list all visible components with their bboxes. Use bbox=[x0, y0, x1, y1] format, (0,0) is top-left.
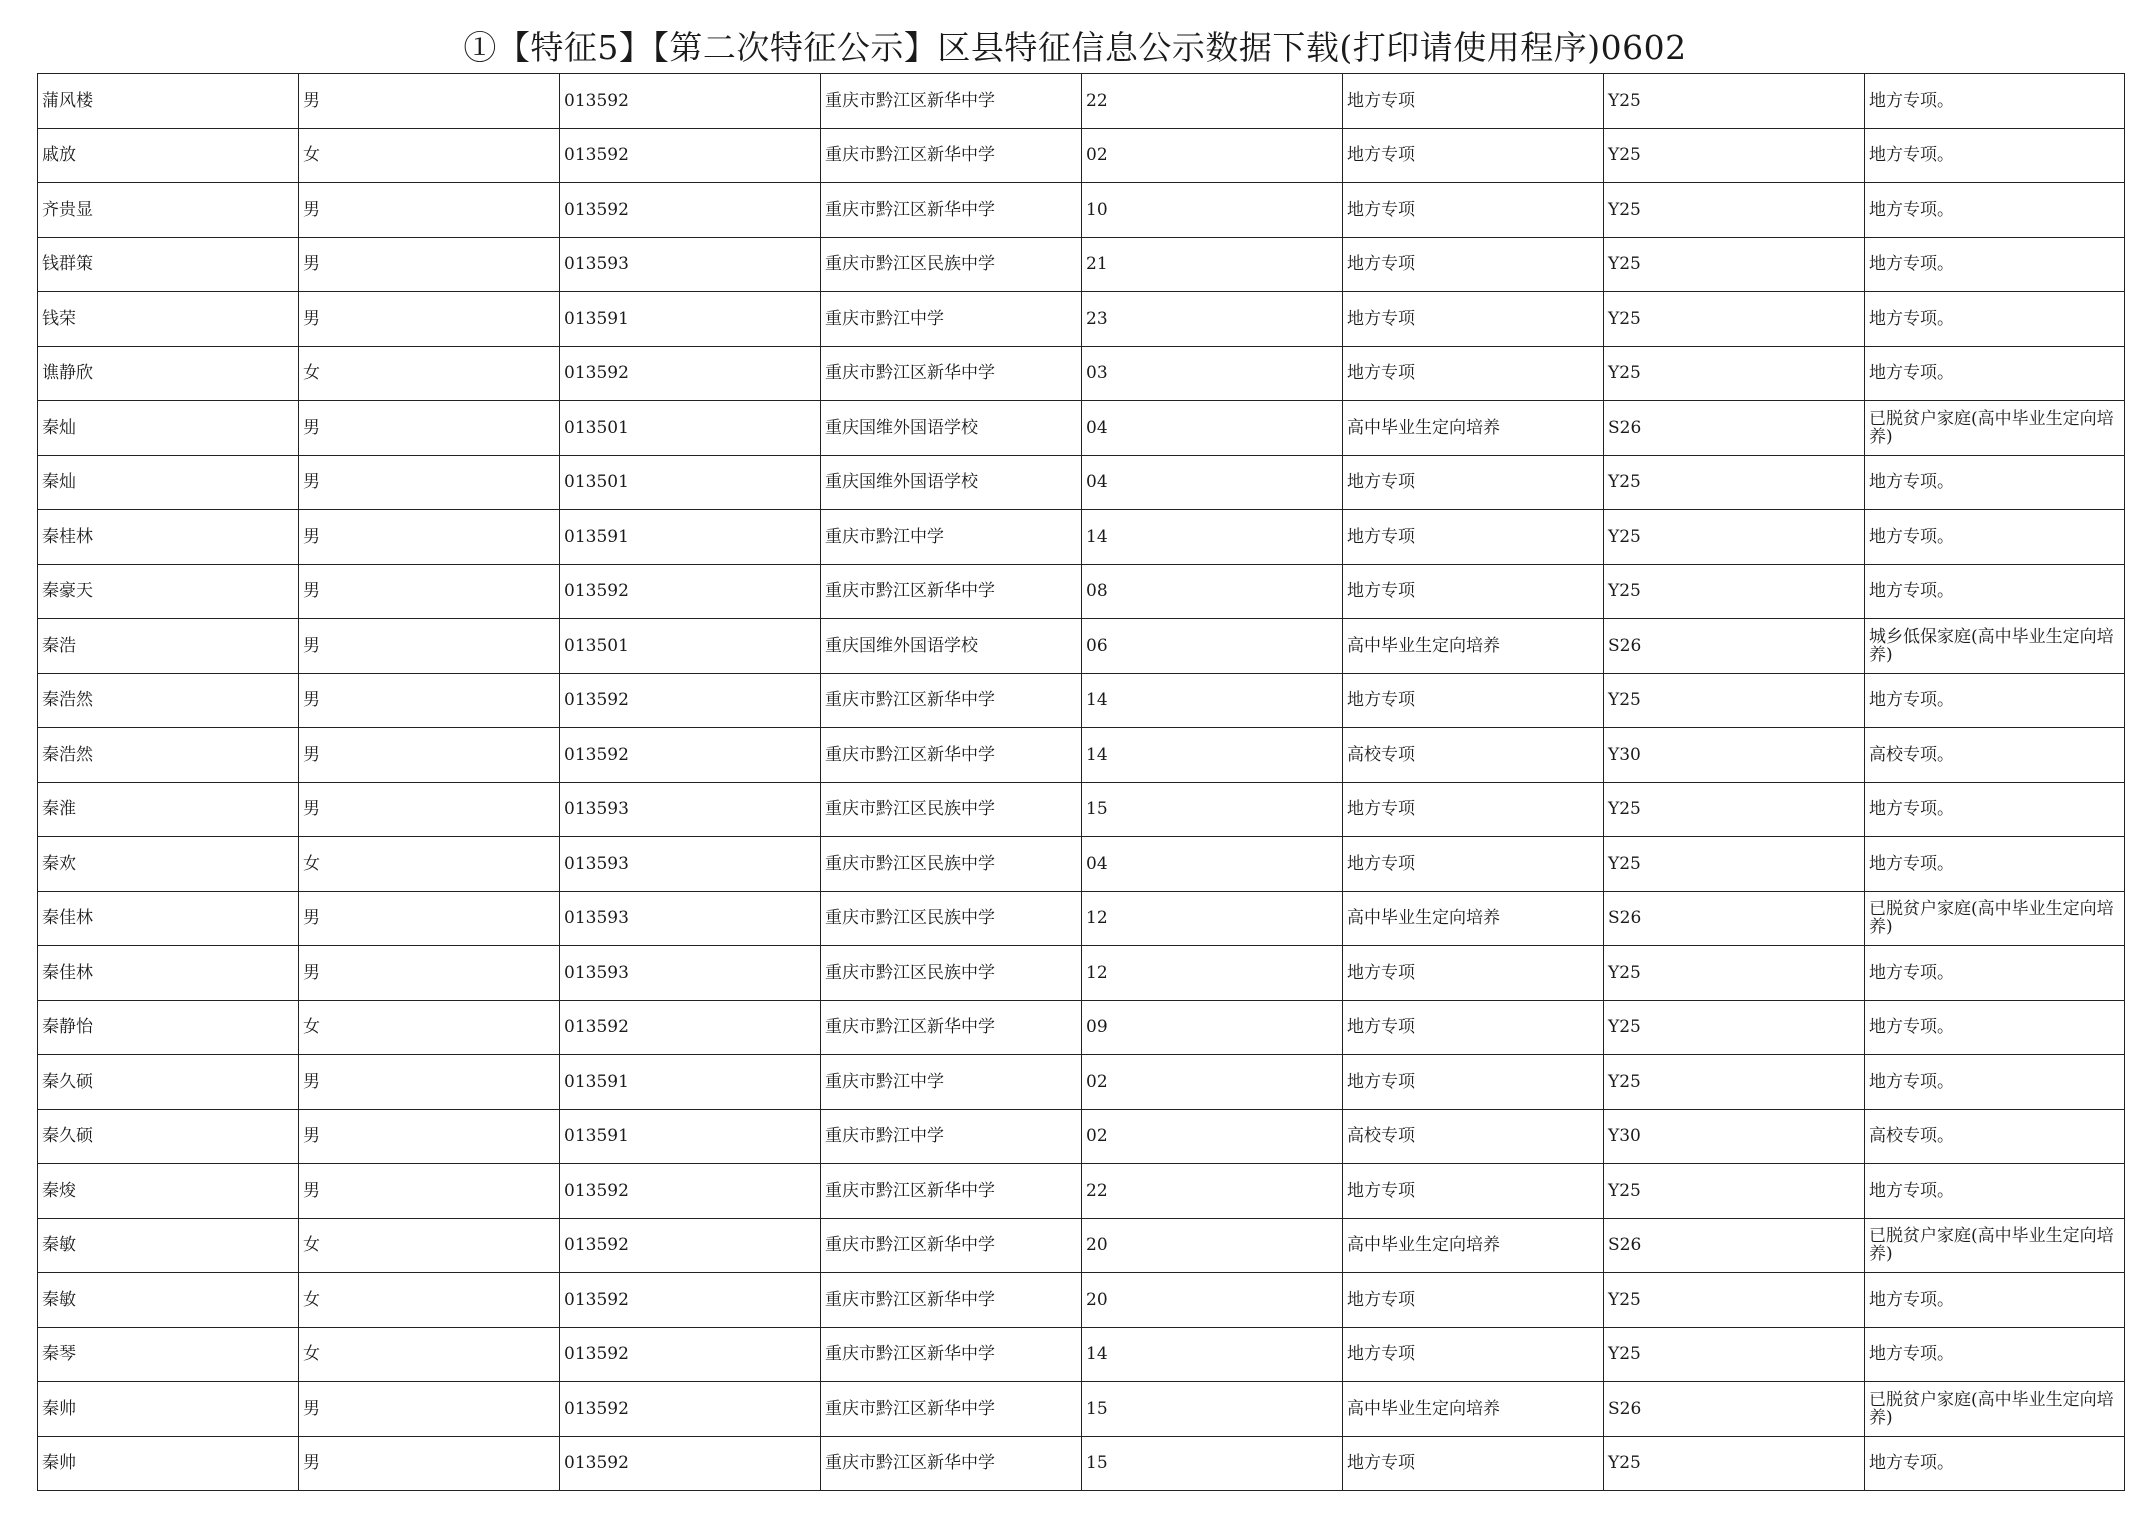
gender-cell: 男 bbox=[299, 455, 560, 510]
class-cell: 02 bbox=[1082, 128, 1343, 183]
remark-cell: 地方专项。 bbox=[1865, 1273, 2125, 1328]
table-row bbox=[38, 891, 2125, 946]
gender-cell: 男 bbox=[299, 564, 560, 619]
code-cell: Y25 bbox=[1604, 1436, 1865, 1491]
name-cell: 秦浩然 bbox=[38, 673, 299, 728]
name-cell: 钱荣 bbox=[38, 292, 299, 347]
school-name-cell: 重庆市黔江区新华中学 bbox=[821, 346, 1082, 401]
school-name-cell: 重庆市黔江区新华中学 bbox=[821, 1000, 1082, 1055]
class-cell: 15 bbox=[1082, 1382, 1343, 1437]
code-cell: S26 bbox=[1604, 619, 1865, 674]
school-name-cell: 重庆市黔江区新华中学 bbox=[821, 1436, 1082, 1491]
category-cell: 地方专项 bbox=[1343, 564, 1604, 619]
table-row bbox=[38, 128, 2125, 183]
school-code-cell: 013592 bbox=[560, 728, 821, 783]
table-row bbox=[38, 837, 2125, 892]
school-name-cell: 重庆市黔江区新华中学 bbox=[821, 128, 1082, 183]
remark-cell: 地方专项。 bbox=[1865, 1164, 2125, 1219]
code-cell: Y25 bbox=[1604, 564, 1865, 619]
name-cell: 秦静怡 bbox=[38, 1000, 299, 1055]
school-name-cell: 重庆国维外国语学校 bbox=[821, 619, 1082, 674]
category-cell: 地方专项 bbox=[1343, 292, 1604, 347]
name-cell: 秦帅 bbox=[38, 1382, 299, 1437]
code-cell: Y25 bbox=[1604, 510, 1865, 565]
remark-cell: 地方专项。 bbox=[1865, 183, 2125, 238]
category-cell: 地方专项 bbox=[1343, 946, 1604, 1001]
school-code-cell: 013591 bbox=[560, 292, 821, 347]
name-cell: 蒲风楼 bbox=[38, 74, 299, 129]
table-row bbox=[38, 1273, 2125, 1328]
class-cell: 14 bbox=[1082, 673, 1343, 728]
table-row bbox=[38, 564, 2125, 619]
school-code-cell: 013591 bbox=[560, 1109, 821, 1164]
school-name-cell: 重庆市黔江区新华中学 bbox=[821, 1273, 1082, 1328]
gender-cell: 女 bbox=[299, 1218, 560, 1273]
category-cell: 地方专项 bbox=[1343, 1055, 1604, 1110]
class-cell: 04 bbox=[1082, 401, 1343, 456]
name-cell: 秦灿 bbox=[38, 455, 299, 510]
remark-cell: 已脱贫户家庭(高中毕业生定向培养) bbox=[1865, 1382, 2125, 1437]
remark-cell: 地方专项。 bbox=[1865, 1000, 2125, 1055]
school-code-cell: 013592 bbox=[560, 1000, 821, 1055]
school-code-cell: 013592 bbox=[560, 1164, 821, 1219]
code-cell: S26 bbox=[1604, 1218, 1865, 1273]
table-row bbox=[38, 1382, 2125, 1437]
remark-cell: 地方专项。 bbox=[1865, 346, 2125, 401]
table-body bbox=[38, 74, 2125, 1491]
gender-cell: 男 bbox=[299, 728, 560, 783]
school-code-cell: 013593 bbox=[560, 237, 821, 292]
table-row bbox=[38, 728, 2125, 783]
school-code-cell: 013592 bbox=[560, 346, 821, 401]
remark-cell: 地方专项。 bbox=[1865, 128, 2125, 183]
school-name-cell: 重庆市黔江区民族中学 bbox=[821, 946, 1082, 1001]
school-name-cell: 重庆市黔江区新华中学 bbox=[821, 74, 1082, 129]
code-cell: Y25 bbox=[1604, 782, 1865, 837]
remark-cell: 地方专项。 bbox=[1865, 74, 2125, 129]
school-code-cell: 013593 bbox=[560, 891, 821, 946]
school-code-cell: 013592 bbox=[560, 564, 821, 619]
gender-cell: 男 bbox=[299, 619, 560, 674]
category-cell: 高中毕业生定向培养 bbox=[1343, 401, 1604, 456]
code-cell: Y25 bbox=[1604, 292, 1865, 347]
table-row bbox=[38, 619, 2125, 674]
remark-cell: 地方专项。 bbox=[1865, 837, 2125, 892]
school-name-cell: 重庆国维外国语学校 bbox=[821, 455, 1082, 510]
remark-cell: 地方专项。 bbox=[1865, 455, 2125, 510]
remark-cell: 高校专项。 bbox=[1865, 728, 2125, 783]
gender-cell: 女 bbox=[299, 128, 560, 183]
class-cell: 10 bbox=[1082, 183, 1343, 238]
gender-cell: 男 bbox=[299, 292, 560, 347]
name-cell: 秦敏 bbox=[38, 1273, 299, 1328]
remark-cell: 地方专项。 bbox=[1865, 237, 2125, 292]
gender-cell: 男 bbox=[299, 891, 560, 946]
school-name-cell: 重庆市黔江区民族中学 bbox=[821, 837, 1082, 892]
category-cell: 地方专项 bbox=[1343, 510, 1604, 565]
gender-cell: 男 bbox=[299, 74, 560, 129]
category-cell: 地方专项 bbox=[1343, 782, 1604, 837]
remark-cell: 已脱贫户家庭(高中毕业生定向培养) bbox=[1865, 891, 2125, 946]
school-code-cell: 013501 bbox=[560, 619, 821, 674]
name-cell: 秦帅 bbox=[38, 1436, 299, 1491]
table-row bbox=[38, 1436, 2125, 1491]
school-name-cell: 重庆市黔江区新华中学 bbox=[821, 1218, 1082, 1273]
school-name-cell: 重庆市黔江区民族中学 bbox=[821, 782, 1082, 837]
remark-cell: 地方专项。 bbox=[1865, 946, 2125, 1001]
school-name-cell: 重庆市黔江区新华中学 bbox=[821, 1382, 1082, 1437]
name-cell: 秦浩 bbox=[38, 619, 299, 674]
remark-cell: 高校专项。 bbox=[1865, 1109, 2125, 1164]
code-cell: Y25 bbox=[1604, 74, 1865, 129]
category-cell: 高校专项 bbox=[1343, 1109, 1604, 1164]
school-code-cell: 013592 bbox=[560, 673, 821, 728]
class-cell: 15 bbox=[1082, 1436, 1343, 1491]
table-row bbox=[38, 510, 2125, 565]
class-cell: 14 bbox=[1082, 510, 1343, 565]
name-cell: 秦欢 bbox=[38, 837, 299, 892]
school-name-cell: 重庆市黔江区新华中学 bbox=[821, 673, 1082, 728]
class-cell: 12 bbox=[1082, 946, 1343, 1001]
class-cell: 14 bbox=[1082, 1327, 1343, 1382]
school-code-cell: 013591 bbox=[560, 510, 821, 565]
category-cell: 高中毕业生定向培养 bbox=[1343, 891, 1604, 946]
school-code-cell: 013593 bbox=[560, 837, 821, 892]
name-cell: 齐贵显 bbox=[38, 183, 299, 238]
gender-cell: 男 bbox=[299, 1164, 560, 1219]
gender-cell: 男 bbox=[299, 946, 560, 1001]
table-row bbox=[38, 401, 2125, 456]
gender-cell: 男 bbox=[299, 401, 560, 456]
remark-cell: 地方专项。 bbox=[1865, 782, 2125, 837]
remark-cell: 地方专项。 bbox=[1865, 292, 2125, 347]
code-cell: Y25 bbox=[1604, 1055, 1865, 1110]
code-cell: Y25 bbox=[1604, 455, 1865, 510]
school-code-cell: 013501 bbox=[560, 401, 821, 456]
school-code-cell: 013501 bbox=[560, 455, 821, 510]
name-cell: 秦焌 bbox=[38, 1164, 299, 1219]
class-cell: 23 bbox=[1082, 292, 1343, 347]
school-code-cell: 013591 bbox=[560, 1055, 821, 1110]
gender-cell: 女 bbox=[299, 837, 560, 892]
category-cell: 地方专项 bbox=[1343, 346, 1604, 401]
school-name-cell: 重庆市黔江区新华中学 bbox=[821, 1164, 1082, 1219]
code-cell: Y25 bbox=[1604, 946, 1865, 1001]
table-row bbox=[38, 673, 2125, 728]
school-code-cell: 013593 bbox=[560, 946, 821, 1001]
class-cell: 14 bbox=[1082, 728, 1343, 783]
school-name-cell: 重庆市黔江区新华中学 bbox=[821, 183, 1082, 238]
school-name-cell: 重庆市黔江区新华中学 bbox=[821, 728, 1082, 783]
category-cell: 地方专项 bbox=[1343, 673, 1604, 728]
gender-cell: 男 bbox=[299, 1436, 560, 1491]
name-cell: 秦久硕 bbox=[38, 1055, 299, 1110]
table-row bbox=[38, 1218, 2125, 1273]
gender-cell: 男 bbox=[299, 782, 560, 837]
name-cell: 秦佳林 bbox=[38, 891, 299, 946]
data-table bbox=[37, 73, 2125, 1491]
school-code-cell: 013592 bbox=[560, 183, 821, 238]
category-cell: 高中毕业生定向培养 bbox=[1343, 1218, 1604, 1273]
school-name-cell: 重庆市黔江中学 bbox=[821, 292, 1082, 347]
school-name-cell: 重庆市黔江区民族中学 bbox=[821, 891, 1082, 946]
name-cell: 秦久硕 bbox=[38, 1109, 299, 1164]
school-code-cell: 013592 bbox=[560, 74, 821, 129]
class-cell: 06 bbox=[1082, 619, 1343, 674]
category-cell: 地方专项 bbox=[1343, 128, 1604, 183]
class-cell: 09 bbox=[1082, 1000, 1343, 1055]
remark-cell: 地方专项。 bbox=[1865, 1055, 2125, 1110]
code-cell: Y25 bbox=[1604, 128, 1865, 183]
code-cell: Y30 bbox=[1604, 1109, 1865, 1164]
code-cell: Y25 bbox=[1604, 183, 1865, 238]
category-cell: 地方专项 bbox=[1343, 1164, 1604, 1219]
code-cell: Y25 bbox=[1604, 1273, 1865, 1328]
school-code-cell: 013592 bbox=[560, 1382, 821, 1437]
class-cell: 03 bbox=[1082, 346, 1343, 401]
name-cell: 秦淮 bbox=[38, 782, 299, 837]
code-cell: S26 bbox=[1604, 401, 1865, 456]
table-row bbox=[38, 1164, 2125, 1219]
school-name-cell: 重庆市黔江中学 bbox=[821, 1109, 1082, 1164]
name-cell: 秦敏 bbox=[38, 1218, 299, 1273]
school-name-cell: 重庆市黔江区民族中学 bbox=[821, 237, 1082, 292]
table-row bbox=[38, 1000, 2125, 1055]
class-cell: 04 bbox=[1082, 455, 1343, 510]
name-cell: 秦佳林 bbox=[38, 946, 299, 1001]
category-cell: 地方专项 bbox=[1343, 1000, 1604, 1055]
table-row bbox=[38, 183, 2125, 238]
table-row bbox=[38, 346, 2125, 401]
code-cell: Y25 bbox=[1604, 237, 1865, 292]
school-name-cell: 重庆市黔江中学 bbox=[821, 1055, 1082, 1110]
remark-cell: 地方专项。 bbox=[1865, 510, 2125, 565]
gender-cell: 女 bbox=[299, 1327, 560, 1382]
gender-cell: 男 bbox=[299, 237, 560, 292]
name-cell: 秦灿 bbox=[38, 401, 299, 456]
class-cell: 20 bbox=[1082, 1218, 1343, 1273]
gender-cell: 女 bbox=[299, 1000, 560, 1055]
class-cell: 08 bbox=[1082, 564, 1343, 619]
class-cell: 15 bbox=[1082, 782, 1343, 837]
school-name-cell: 重庆国维外国语学校 bbox=[821, 401, 1082, 456]
class-cell: 12 bbox=[1082, 891, 1343, 946]
name-cell: 戚放 bbox=[38, 128, 299, 183]
gender-cell: 男 bbox=[299, 510, 560, 565]
remark-cell: 城乡低保家庭(高中毕业生定向培养) bbox=[1865, 619, 2125, 674]
code-cell: Y25 bbox=[1604, 837, 1865, 892]
page-title: ①【特征5】【第二次特征公示】区县特征信息公示数据下载(打印请使用程序)0602 bbox=[463, 28, 1687, 67]
table-row bbox=[38, 74, 2125, 129]
remark-cell: 地方专项。 bbox=[1865, 564, 2125, 619]
class-cell: 21 bbox=[1082, 237, 1343, 292]
school-code-cell: 013592 bbox=[560, 1327, 821, 1382]
class-cell: 02 bbox=[1082, 1055, 1343, 1110]
table-row bbox=[38, 1327, 2125, 1382]
remark-cell: 地方专项。 bbox=[1865, 1436, 2125, 1491]
school-code-cell: 013592 bbox=[560, 1436, 821, 1491]
name-cell: 谯静欣 bbox=[38, 346, 299, 401]
code-cell: S26 bbox=[1604, 1382, 1865, 1437]
class-cell: 04 bbox=[1082, 837, 1343, 892]
name-cell: 秦琴 bbox=[38, 1327, 299, 1382]
class-cell: 22 bbox=[1082, 74, 1343, 129]
category-cell: 地方专项 bbox=[1343, 837, 1604, 892]
remark-cell: 已脱贫户家庭(高中毕业生定向培养) bbox=[1865, 1218, 2125, 1273]
table-row bbox=[38, 782, 2125, 837]
remark-cell: 地方专项。 bbox=[1865, 1327, 2125, 1382]
school-name-cell: 重庆市黔江中学 bbox=[821, 510, 1082, 565]
name-cell: 秦浩然 bbox=[38, 728, 299, 783]
name-cell: 秦豪天 bbox=[38, 564, 299, 619]
class-cell: 22 bbox=[1082, 1164, 1343, 1219]
class-cell: 02 bbox=[1082, 1109, 1343, 1164]
category-cell: 高校专项 bbox=[1343, 728, 1604, 783]
category-cell: 高中毕业生定向培养 bbox=[1343, 1382, 1604, 1437]
gender-cell: 男 bbox=[299, 1382, 560, 1437]
category-cell: 地方专项 bbox=[1343, 1273, 1604, 1328]
gender-cell: 女 bbox=[299, 1273, 560, 1328]
category-cell: 地方专项 bbox=[1343, 237, 1604, 292]
code-cell: S26 bbox=[1604, 891, 1865, 946]
gender-cell: 男 bbox=[299, 673, 560, 728]
school-name-cell: 重庆市黔江区新华中学 bbox=[821, 1327, 1082, 1382]
school-name-cell: 重庆市黔江区新华中学 bbox=[821, 564, 1082, 619]
gender-cell: 男 bbox=[299, 1055, 560, 1110]
class-cell: 20 bbox=[1082, 1273, 1343, 1328]
school-code-cell: 013592 bbox=[560, 128, 821, 183]
remark-cell: 已脱贫户家庭(高中毕业生定向培养) bbox=[1865, 401, 2125, 456]
category-cell: 地方专项 bbox=[1343, 74, 1604, 129]
category-cell: 地方专项 bbox=[1343, 1436, 1604, 1491]
code-cell: Y25 bbox=[1604, 673, 1865, 728]
category-cell: 地方专项 bbox=[1343, 455, 1604, 510]
name-cell: 秦桂林 bbox=[38, 510, 299, 565]
code-cell: Y25 bbox=[1604, 1000, 1865, 1055]
gender-cell: 男 bbox=[299, 1109, 560, 1164]
table-row bbox=[38, 1109, 2125, 1164]
school-code-cell: 013592 bbox=[560, 1218, 821, 1273]
school-code-cell: 013593 bbox=[560, 782, 821, 837]
code-cell: Y25 bbox=[1604, 1164, 1865, 1219]
category-cell: 地方专项 bbox=[1343, 1327, 1604, 1382]
code-cell: Y25 bbox=[1604, 346, 1865, 401]
table-row bbox=[38, 946, 2125, 1001]
code-cell: Y30 bbox=[1604, 728, 1865, 783]
category-cell: 地方专项 bbox=[1343, 183, 1604, 238]
remark-cell: 地方专项。 bbox=[1865, 673, 2125, 728]
table-row bbox=[38, 1055, 2125, 1110]
code-cell: Y25 bbox=[1604, 1327, 1865, 1382]
school-code-cell: 013592 bbox=[560, 1273, 821, 1328]
gender-cell: 女 bbox=[299, 346, 560, 401]
category-cell: 高中毕业生定向培养 bbox=[1343, 619, 1604, 674]
table-row bbox=[38, 292, 2125, 347]
table-row bbox=[38, 237, 2125, 292]
name-cell: 钱群策 bbox=[38, 237, 299, 292]
gender-cell: 男 bbox=[299, 183, 560, 238]
table-row bbox=[38, 455, 2125, 510]
